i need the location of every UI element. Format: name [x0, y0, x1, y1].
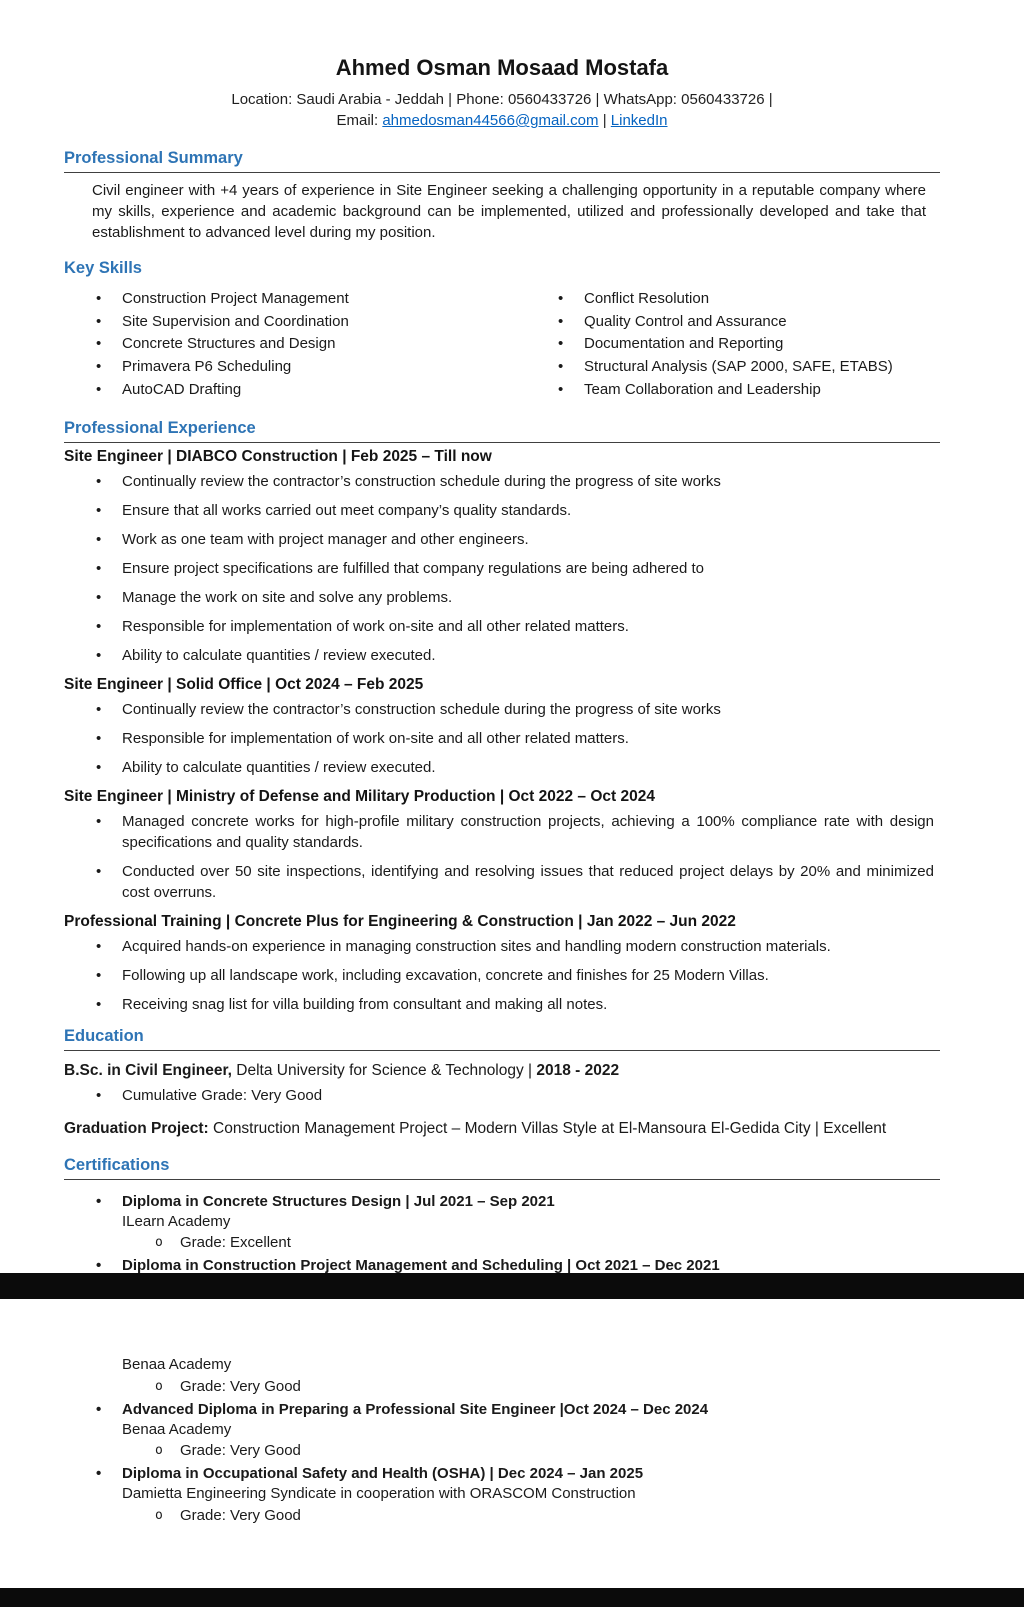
- contact-line-1: Location: Saudi Arabia - Jeddah | Phone: 0560433726 | WhatsApp: 0560433726 |: [231, 91, 773, 108]
- job-bullet-list: [64, 936, 940, 1015]
- bullet-text: Managed concrete works for high-profile military construction projects, achieving a 100% compliance rate with design specifications and quality standards.: [122, 812, 934, 851]
- grade-text: Grade: Excellent: [180, 1234, 291, 1252]
- bullet-text: Ensure project specifications are fulfilled that company regulations are being adhered to: [122, 559, 705, 577]
- skills-columns: [64, 288, 940, 402]
- section-title-experience: Professional Experience: [64, 418, 940, 443]
- bullet-icon: [96, 288, 110, 311]
- job-heading: Site Engineer | Solid Office | Oct 2024 – Feb 2025: [64, 675, 424, 693]
- bullet-icon: [96, 558, 110, 579]
- bullet-text: Continually review the contractor’s construction schedule during the progress of site works: [122, 700, 721, 718]
- degree-line: [64, 1060, 940, 1081]
- bullet-text: Receiving snag list for villa building from consultant and making all notes.: [122, 995, 608, 1013]
- bullet-icon: [96, 811, 110, 832]
- bullet-text: Conducted over 50 site inspections, identifying and resolving issues that reduced project delays by 20% and minimized cost overruns.: [122, 862, 934, 901]
- job-bullet-list: [64, 699, 940, 778]
- bullet-text: Cumulative Grade: Very Good: [122, 1086, 323, 1104]
- bullet-icon: [96, 1255, 110, 1276]
- candidate-name: Ahmed Osman Mosaad Mostafa: [335, 55, 669, 80]
- job-entry-diabco: [64, 446, 940, 666]
- resume-header: [64, 54, 940, 131]
- list-item: [64, 699, 940, 720]
- list-item: [64, 728, 940, 749]
- bullet-icon: [96, 356, 110, 379]
- certification-item: [64, 1399, 940, 1420]
- bullet-icon: [96, 645, 110, 666]
- sub-bullet-icon: [155, 1440, 169, 1462]
- job-bullet-list: [64, 471, 940, 666]
- bullet-text: Responsible for implementation of work on-site and all other related matters.: [122, 617, 629, 635]
- skill-text: Primavera P6 Scheduling: [122, 358, 292, 376]
- sub-bullet-icon: [155, 1505, 169, 1527]
- certification-org: Benaa Academy: [122, 1420, 232, 1438]
- bullet-icon: [96, 936, 110, 957]
- bottom-page-break-bar: [0, 1588, 1024, 1607]
- skill-text: Structural Analysis (SAP 2000, SAFE, ETABS): [584, 358, 893, 376]
- bullet-icon: [96, 333, 110, 356]
- skill-text: Construction Project Management: [122, 290, 349, 307]
- bullet-icon: [558, 311, 572, 334]
- bullet-text: Ability to calculate quantities / review executed.: [122, 758, 436, 776]
- grade-text: Grade: Very Good: [180, 1442, 301, 1459]
- contact-line-2: [64, 110, 940, 131]
- resume-page-2: [0, 1299, 1024, 1588]
- bullet-icon: [96, 965, 110, 986]
- job-heading: Site Engineer | DIABCO Construction | Feb 2025 – Till now: [64, 447, 492, 465]
- certification-title: Diploma in Construction Project Management and Scheduling | Oct 2021 – Dec 2021: [122, 1257, 720, 1275]
- bullet-icon: [96, 728, 110, 749]
- bullet-text: Following up all landscape work, including excavation, concrete and finishes for 25 Modern Villas.: [122, 966, 769, 984]
- email-label: Email:: [336, 112, 379, 129]
- bullet-text: Responsible for implementation of work on-site and all other related matters.: [122, 729, 629, 747]
- bullet-text: Acquired hands-on experience in managing construction sites and handling modern construction materials.: [122, 937, 831, 955]
- list-item: [64, 811, 940, 853]
- linkedin-link[interactable]: LinkedIn: [610, 112, 668, 129]
- list-item: [64, 965, 940, 986]
- bullet-icon: [96, 861, 110, 882]
- grade-item: [64, 1440, 940, 1462]
- bullet-icon: [96, 500, 110, 521]
- bullet-icon: [558, 333, 572, 356]
- skill-item: [526, 311, 940, 334]
- skill-text: Team Collaboration and Leadership: [584, 380, 821, 398]
- list-item: [64, 1085, 940, 1106]
- bullet-icon: [96, 471, 110, 492]
- skill-item: [64, 379, 526, 402]
- list-item: [64, 645, 940, 666]
- section-title-summary: Professional Summary: [64, 148, 940, 173]
- section-title-skills: Key Skills: [64, 259, 142, 277]
- certification-org: ILearn Academy: [122, 1212, 231, 1230]
- bullet-icon: [96, 379, 110, 402]
- graduation-project-label: Graduation Project:: [64, 1119, 209, 1137]
- sub-bullet-icon: [155, 1376, 169, 1398]
- skill-text: Quality Control and Assurance: [584, 312, 787, 330]
- bullet-text: Manage the work on site and solve any problems.: [122, 588, 453, 606]
- certification-item: [64, 1255, 940, 1276]
- contact-separator: |: [602, 112, 607, 129]
- list-item: [64, 587, 940, 608]
- grade-text: Grade: Very Good: [180, 1506, 301, 1524]
- graduation-project-line: [64, 1118, 940, 1139]
- skill-item: [526, 379, 940, 402]
- bullet-icon: [96, 994, 110, 1015]
- job-entry-solid-office: [64, 674, 940, 778]
- graduation-project-text: Construction Management Project – Modern Villas Style at El-Mansoura El-Gedida City | Excellent: [213, 1119, 887, 1137]
- bullet-icon: [96, 529, 110, 550]
- degree-university: Delta University for Science & Technology |: [236, 1061, 533, 1079]
- bullet-icon: [96, 699, 110, 720]
- email-link[interactable]: ahmedosman44566@gmail.com: [382, 112, 599, 129]
- skill-text: AutoCAD Drafting: [122, 380, 242, 398]
- bullet-icon: [96, 587, 110, 608]
- bullet-text: Ensure that all works carried out meet company’s quality standards.: [122, 501, 572, 519]
- grade-text: Grade: Very Good: [180, 1377, 301, 1395]
- list-item: [64, 936, 940, 957]
- bullet-icon: [96, 311, 110, 334]
- list-item: [64, 757, 940, 778]
- grade-item: [64, 1232, 940, 1254]
- skill-item: [526, 356, 940, 379]
- list-item: [64, 616, 940, 637]
- bullet-icon: [96, 616, 110, 637]
- certification-item: [64, 1463, 940, 1484]
- job-bullet-list: [64, 811, 940, 903]
- skill-item: [526, 333, 940, 356]
- list-item: [64, 558, 940, 579]
- list-item: [64, 500, 940, 521]
- page-break-bar: [0, 1273, 1024, 1299]
- list-item: [64, 471, 940, 492]
- section-title-education: Education: [64, 1026, 940, 1051]
- certification-org: Benaa Academy: [122, 1356, 232, 1373]
- bullet-icon: [96, 1085, 110, 1106]
- skills-column-left: [64, 288, 526, 402]
- bullet-icon: [558, 288, 572, 311]
- certification-list: [64, 1191, 940, 1277]
- skill-text: Conflict Resolution: [584, 290, 710, 307]
- job-heading: Site Engineer | Ministry of Defense and Military Production | Oct 2022 – Oct 2024: [64, 787, 655, 805]
- bullet-text: Work as one team with project manager and other engineers.: [122, 530, 529, 548]
- skill-item: [64, 288, 526, 311]
- certification-item: [64, 1191, 940, 1212]
- bullet-icon: [96, 1191, 110, 1212]
- section-title-certifications: Certifications: [64, 1155, 940, 1180]
- bullet-icon: [558, 356, 572, 379]
- bullet-icon: [558, 379, 572, 402]
- bullet-icon: [96, 1463, 110, 1484]
- certification-title: Diploma in Concrete Structures Design | Jul 2021 – Sep 2021: [122, 1192, 555, 1210]
- bullet-text: Ability to calculate quantities / review executed.: [122, 646, 436, 664]
- job-entry-ministry-defense: [64, 786, 940, 903]
- summary-paragraph: Civil engineer with +4 years of experience in Site Engineer seeking a challenging opportunity in a reputable company where my skills, experience and academic background can be implemented, utilized and professionally developed and take that establishment to advanced level during my position.: [92, 182, 926, 241]
- degree-dates: 2018 - 2022: [536, 1061, 620, 1079]
- skill-text: Concrete Structures and Design: [122, 335, 336, 353]
- list-item: [64, 861, 940, 903]
- skill-text: Site Supervision and Coordination: [122, 312, 349, 330]
- skill-item: [64, 333, 526, 356]
- certification-org: Damietta Engineering Syndicate in cooperation with ORASCOM Construction: [122, 1485, 636, 1502]
- skill-item: [64, 311, 526, 334]
- certification-title: Diploma in Occupational Safety and Health (OSHA) | Dec 2024 – Jan 2025: [122, 1465, 644, 1482]
- list-item: [64, 529, 940, 550]
- job-heading: Professional Training | Concrete Plus for Engineering & Construction | Jan 2022 – Jun 2022: [64, 912, 736, 930]
- job-entry-concrete-plus: [64, 911, 940, 1015]
- skills-column-right: [526, 288, 940, 402]
- degree-name: B.Sc. in Civil Engineer,: [64, 1061, 232, 1079]
- bullet-icon: [96, 757, 110, 778]
- skill-item: [526, 288, 940, 311]
- skill-item: [64, 356, 526, 379]
- certification-title: Advanced Diploma in Preparing a Professional Site Engineer |Oct 2024 – Dec 2024: [122, 1400, 709, 1418]
- bullet-text: Continually review the contractor’s construction schedule during the progress of site works: [122, 472, 721, 490]
- grade-item: [64, 1505, 940, 1527]
- sub-bullet-icon: [155, 1232, 169, 1254]
- grade-item: [64, 1376, 940, 1398]
- skill-text: Documentation and Reporting: [584, 335, 784, 353]
- bullet-icon: [96, 1399, 110, 1420]
- list-item: [64, 994, 940, 1015]
